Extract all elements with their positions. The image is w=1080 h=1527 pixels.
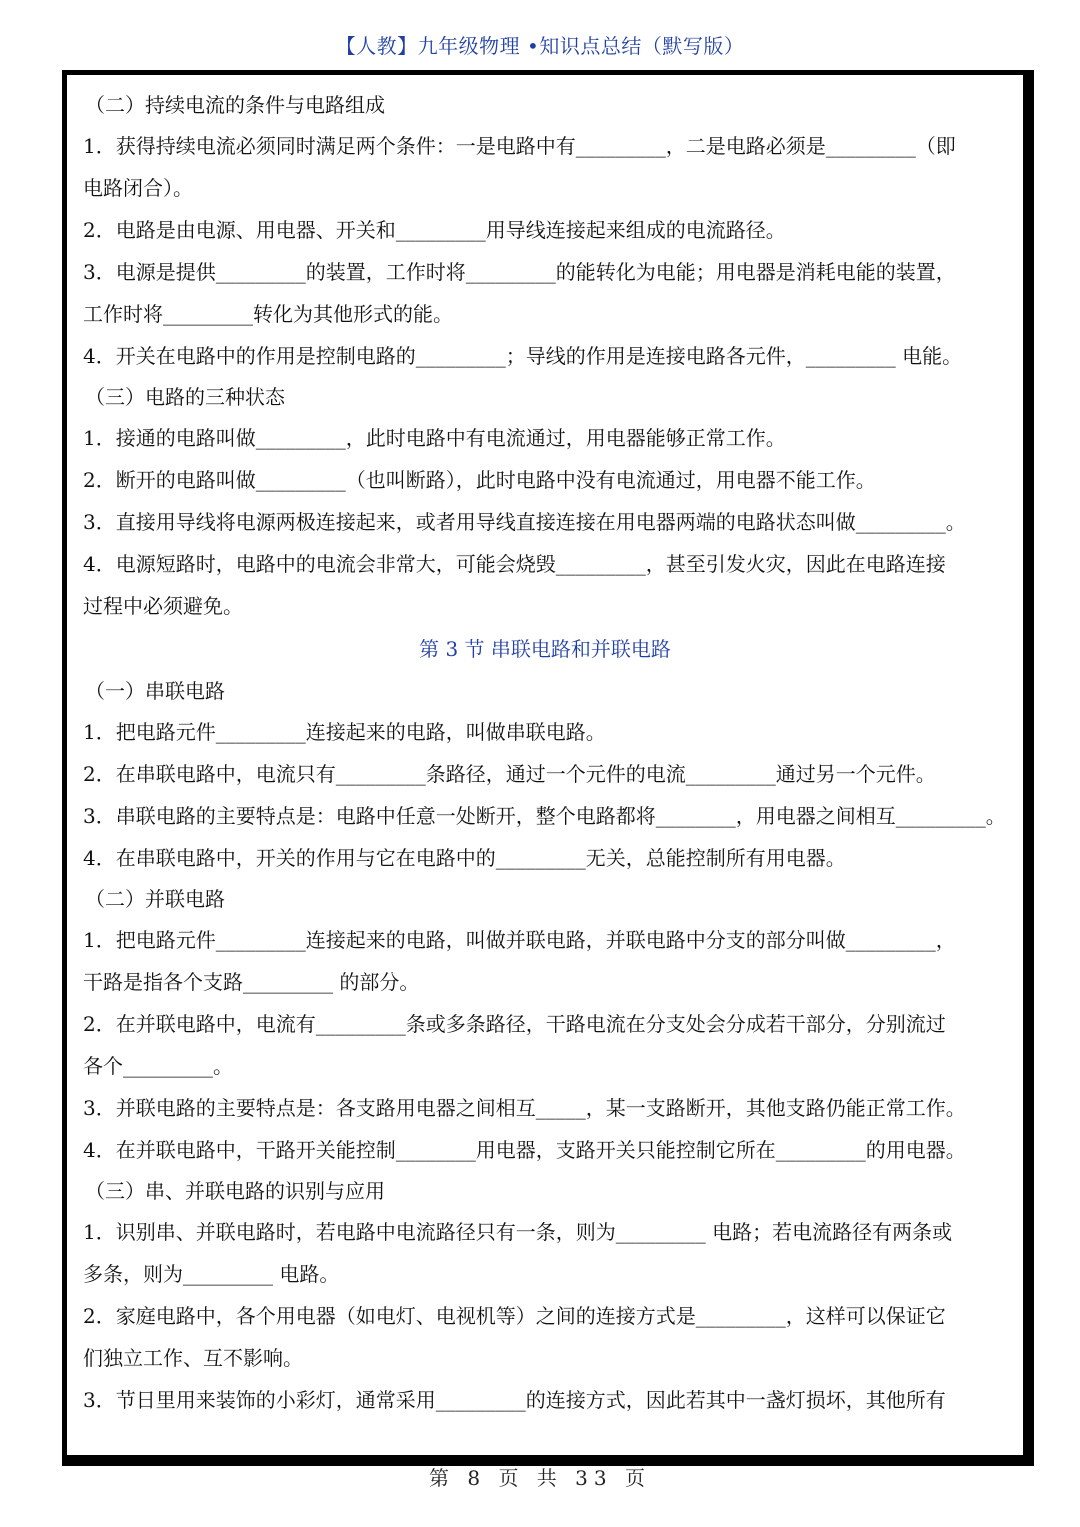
subsection-heading [81,377,1009,417]
subsection-heading [81,879,1009,919]
text-line: 4．在串联电路中，开关的作用与它在电路中的_________无关，总能控制所有用电器。 [83,846,846,870]
paragraph [81,919,1009,1003]
text-line: 2．在并联电路中，电流有_________条或多条路径，干路电流在分支处会分成若干部分，分别流过 [83,1012,946,1036]
text-line: （二）并联电路 [85,887,225,911]
paragraph [81,251,1009,335]
text-line: 2．在串联电路中，电流只有_________条路径，通过一个元件的电流_________通过另一个元件。 [83,762,936,786]
content-body [81,85,1009,1421]
text-line: 2．断开的电路叫做_________（也叫断路），此时电路中没有电流通过，用电器不能工作。 [83,468,876,492]
text-line: 工作时将_________转化为其他形式的能。 [83,302,453,326]
text-line: （三）电路的三种状态 [85,385,285,409]
text-line: 干路是指各个支路_________ 的部分。 [83,970,420,994]
text-line: 1．把电路元件_________连接起来的电路，叫做串联电路。 [83,720,606,744]
text-line: （二）持续电流的条件与电路组成 [85,93,385,117]
paragraph [81,543,1009,627]
text-line: 4．在并联电路中，干路开关能控制________用电器，支路开关只能控制它所在_________的用电器。 [83,1138,966,1162]
text-line: 3．串联电路的主要特点是：电路中任意一处断开，整个电路都将________，用电器之间相互_________。 [83,804,1006,828]
text-line: 3．并联电路的主要特点是：各支路用电器之间相互_____，某一支路断开，其他支路仍能正常工作。 [83,1096,966,1120]
text-line: 3．直接用导线将电源两极连接起来，或者用导线直接连接在用电器两端的电路状态叫做_________。 [83,510,966,534]
paragraph [81,1129,1009,1171]
text-line: 电路闭合）。 [83,176,193,200]
paragraph [81,417,1009,459]
text-line: （一）串联电路 [85,679,225,703]
text-line: 过程中必须避免。 [83,594,243,618]
paragraph [81,753,1009,795]
text-line: 1．识别串、并联电路时，若电路中电流路径只有一条，则为_________ 电路；若电流路径有两条或 [83,1220,953,1244]
text-line: 3．电源是提供_________的装置，工作时将_________的能转化为电能；用电器是消耗电能的装置， [83,260,956,284]
text-line: 3．节日里用来装饰的小彩灯，通常采用_________的连接方式，因此若其中一盏灯损坏，其他所有 [83,1388,946,1412]
paragraph [81,795,1009,837]
text-line: （三）串、并联电路的识别与应用 [85,1179,385,1203]
text-line: 多条，则为_________ 电路。 [83,1262,340,1286]
paragraph [81,1211,1009,1295]
text-line: 1．把电路元件_________连接起来的电路，叫做并联电路，并联电路中分支的部分叫做_________， [83,928,956,952]
text-line: 2．家庭电路中，各个用电器（如电灯、电视机等）之间的连接方式是_________，这样可以保证它 [83,1304,946,1328]
content-frame [62,70,1034,1466]
paragraph [81,459,1009,501]
text-line: 第 3 节 串联电路和并联电路 [419,637,671,661]
text-line: 4．开关在电路中的作用是控制电路的_________；导线的作用是连接电路各元件，_________ 电能。 [83,344,963,368]
paragraph [81,1003,1009,1087]
paragraph [81,1087,1009,1129]
paragraph [81,837,1009,879]
subsection-heading [81,1171,1009,1211]
text-line: 1．接通的电路叫做_________，此时电路中有电流通过，用电器能够正常工作。 [83,426,786,450]
paragraph [81,125,1009,209]
paragraph [81,501,1009,543]
paragraph [81,1379,1009,1421]
subsection-heading [81,671,1009,711]
subsection-heading [81,85,1009,125]
text-line: 4．电源短路时，电路中的电流会非常大，可能会烧毁_________，甚至引发火灾，因此在电路连接 [83,552,946,576]
text-line: 2．电路是由电源、用电器、开关和_________用导线连接起来组成的电流路径。 [83,218,786,242]
paragraph [81,335,1009,377]
text-line: 各个_________。 [83,1054,233,1078]
paragraph [81,711,1009,753]
text-line: 1．获得持续电流必须同时满足两个条件：一是电路中有_________，二是电路必须是_________（即 [83,134,956,158]
page-number: 第 8 页 共 33 页 [429,1466,651,1490]
paragraph [81,1295,1009,1379]
text-line: 们独立工作、互不影响。 [83,1346,303,1370]
paragraph [81,209,1009,251]
section-title [81,627,1009,671]
document-header: 【人教】九年级物理 •知识点总结（默写版） [335,34,745,58]
